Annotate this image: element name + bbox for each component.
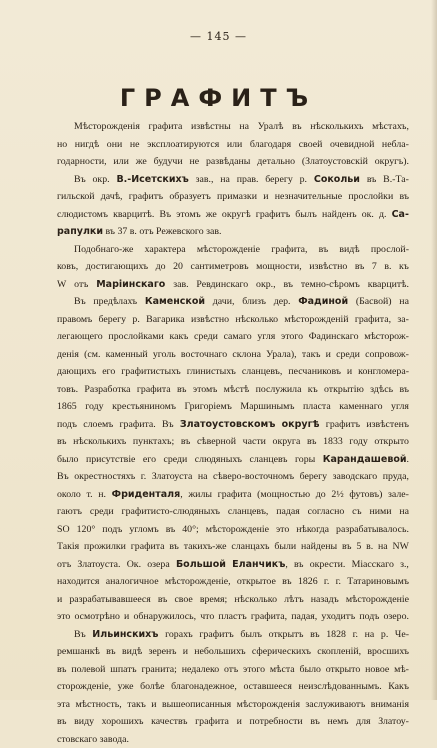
- text-line: въ нѣсколькихъ пунктахъ; въ сѣверной части округа въ 1833 году открыто: [57, 433, 409, 451]
- text-line: 1865 году крестьяниномъ Григоріемъ Маршинымъ пласта каменнаго угля: [57, 398, 409, 416]
- text-line: въ виду хорошихъ качествъ графита и потребности въ немъ для Златоу-: [57, 713, 409, 731]
- text-line: сторожденіе, уже болѣе благонадежное, оставшееся неизслѣдованнымъ. Какъ: [57, 678, 409, 696]
- text-line: годарности, или же будучи не развѣданы детально (Златоустовскій округъ).: [57, 153, 409, 171]
- text-line: находится аналогичное мѣсторожденіе, открытое въ 1826 г. г. Татариновымъ: [57, 573, 409, 591]
- text-line: эта мѣстность, такъ и вышеописанныя мѣсторожденія заслуживаютъ вниманія: [57, 696, 409, 714]
- text-line: но нигдѣ они не эксплоатируются или благодаря своей очевидной небла-: [57, 136, 409, 154]
- text-line: подъ слоемъ графита. Въ Златоустовскомъ округѣ графитъ извѣстенъ: [57, 416, 409, 434]
- text-line: отъ Златоуста. Ок. озера Большой Еланчикъ, въ окрести. Міасскаго з.,: [57, 556, 409, 574]
- text-line: стовскаго завода.: [57, 731, 409, 748]
- text-line: Въ окр. В.-Исетскихъ зав., на прав. берегу р. Сокольи въ В.-Та-: [57, 171, 409, 189]
- text-line: и разрабатывавшееся въ свое время; нѣсколько лѣтъ назадъ мѣсторожденіе: [57, 591, 409, 609]
- text-line: слюдистомъ кварцитѣ. Въ этомъ же округѣ графитъ былъ найденъ ок. д. Са-: [57, 206, 409, 224]
- text-line: въ полевой шпатъ гранита; недалеко отъ этого мѣста было открыто новое мѣ-: [57, 661, 409, 679]
- text-line: легающего прослойками какъ среди самаго угля этого Фадинскаго мѣсторож-: [57, 328, 409, 346]
- text-line: Въ окрестностяхъ г. Златоуста на сѣверо-восточномъ берегу заводскаго пруда,: [57, 468, 409, 486]
- text-line: рапулки въ 37 в. отъ Режевского зав.: [57, 223, 409, 241]
- text-line: Въ Ильинскихъ горахъ графитъ былъ открытъ въ 1828 г. на р. Че-: [57, 626, 409, 644]
- text-line: около т. н. Фриденталя, жилы графита (мощностью до 2½ футовъ) зале-: [57, 486, 409, 504]
- text-line: гильской дачѣ, графитъ образуетъ примазки и незначительные прослойки въ: [57, 188, 409, 206]
- text-line: это осмотрѣно и обнаружилось, что пластъ графита, падая, уходитъ подъ озеро.: [57, 608, 409, 626]
- text-line: дающихъ его графитистыхъ глинистыхъ сланцевъ, песчаниковъ и конгломера-: [57, 363, 409, 381]
- text-line: Подобнаго-же характера мѣсторожденіе графита, въ видѣ прослой-: [57, 241, 409, 259]
- text-line: ковъ, достигающихъ до 20 сантиметровъ мощности, извѣстно въ 7 в. къ: [57, 258, 409, 276]
- page-number: — 145 —: [0, 30, 437, 43]
- text-line: Такія прожилки графита въ такихъ-же сланцахъ были найдены въ 5 в. на NW: [57, 538, 409, 556]
- text-line: правомъ берегу р. Вагарика извѣстно нѣсколько мѣсторожденій графита, за-: [57, 311, 409, 329]
- body-text: [57, 118, 409, 748]
- text-line: Въ предѣлахъ Каменской дачи, близъ дер. Фадиной (Басвой) на: [57, 293, 409, 311]
- text-line: SO 120° подъ угломъ въ 40°; мѣсторожденіе это нѣкогда разрабатывалось.: [57, 521, 409, 539]
- text-line: гаютъ среди графитисто-слюдяныхъ сланцевъ, падая согласно съ ними на: [57, 503, 409, 521]
- text-line: было присутствіе его среди слюдяныхъ сланцевъ горы Карандашевой.: [57, 451, 409, 469]
- text-line: W отъ Маріинскаго зав. Ревдинскаго окр., въ темно-сѣромъ кварцитѣ.: [57, 276, 409, 294]
- text-line: товъ. Разработка графита въ этомъ мѣстѣ послужила къ открытію здѣсь въ: [57, 381, 409, 399]
- text-line: Мѣсторожденія графита извѣстны на Уралѣ въ нѣсколькихъ мѣстахъ,: [57, 118, 409, 136]
- text-line: ремшанкѣ въ видѣ зеренъ и небольшихъ сферическихъ скопленій, вросшихъ: [57, 643, 409, 661]
- page-title: ГРАФИТЪ: [0, 84, 437, 112]
- page-edge-shadow: [431, 0, 437, 700]
- text-line: денія (см. каменный уголь восточнаго склона Урала), такъ и среди сопровож-: [57, 346, 409, 364]
